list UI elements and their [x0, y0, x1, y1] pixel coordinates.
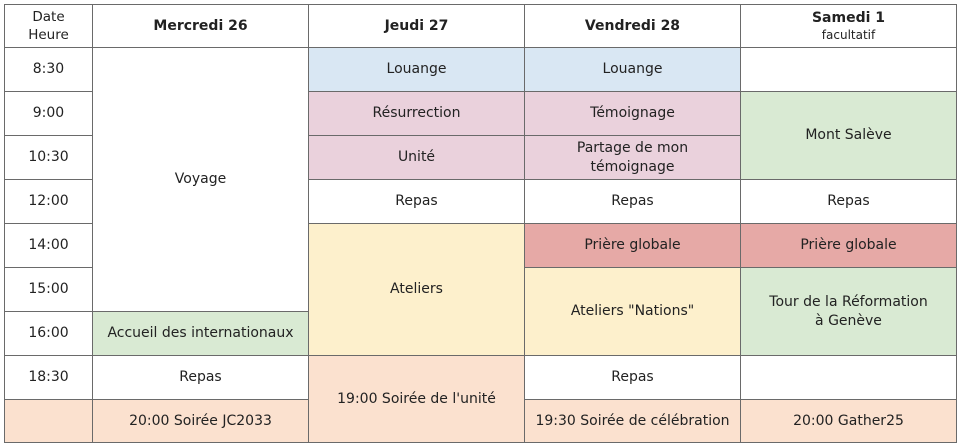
event-thu-unite: Unité: [309, 136, 525, 180]
event-fri-soiree-celebration: 19:30 Soirée de célébration: [525, 400, 741, 443]
event-fri-temoignage: Témoignage: [525, 92, 741, 136]
event-fri-ateliers-nations: Ateliers "Nations": [525, 268, 741, 356]
header-day-saturday: [741, 5, 957, 48]
event-sat-0830: [741, 48, 957, 92]
event-wed-repas: Repas: [93, 356, 309, 400]
event-sat-tour-line1: Tour de la Réformation: [769, 293, 928, 310]
header-day-wednesday: Mercredi 26: [93, 5, 309, 48]
header-time-label: Heure: [28, 27, 69, 43]
header-day-friday: Vendredi 28: [525, 5, 741, 48]
time-cell-0830: 8:30: [5, 48, 93, 92]
header-day-saturday-note: facultatif: [821, 28, 876, 42]
event-sat-1830: [741, 356, 957, 400]
header-date-label: Date: [32, 9, 65, 25]
time-cell-1500: 15:00: [5, 268, 93, 312]
event-sat-mont-saleve: Mont Salève: [741, 92, 957, 180]
event-sat-gather25: 20:00 Gather25: [741, 400, 957, 443]
event-thu-repas: Repas: [309, 180, 525, 224]
time-cell-1200: 12:00: [5, 180, 93, 224]
time-cell-1600: 16:00: [5, 312, 93, 356]
event-wed-accueil-internationaux: Accueil des internationaux: [93, 312, 309, 356]
time-cell-1830: 18:30: [5, 356, 93, 400]
event-wed-voyage: Voyage: [93, 48, 309, 312]
schedule-table: [4, 4, 957, 443]
event-thu-soiree-unite: 19:00 Soirée de l'unité: [309, 356, 525, 443]
event-thu-resurrection: Résurrection: [309, 92, 525, 136]
event-thu-louange: Louange: [309, 48, 525, 92]
event-sat-repas: Repas: [741, 180, 957, 224]
time-cell-evening: [5, 400, 93, 443]
event-fri-louange: Louange: [525, 48, 741, 92]
event-fri-partage-temoignage: [525, 136, 741, 180]
event-fri-repas-soir: Repas: [525, 356, 741, 400]
event-thu-ateliers: Ateliers: [309, 224, 525, 356]
header-day-thursday: Jeudi 27: [309, 5, 525, 48]
time-cell-0900: 9:00: [5, 92, 93, 136]
header-date-time: [5, 5, 93, 48]
event-sat-priere-globale: Prière globale: [741, 224, 957, 268]
event-sat-tour-reformation: [741, 268, 957, 356]
time-cell-1400: 14:00: [5, 224, 93, 268]
event-fri-partage-line2: témoignage: [590, 158, 675, 175]
header-day-saturday-label: Samedi 1: [811, 10, 886, 26]
event-fri-repas-midi: Repas: [525, 180, 741, 224]
time-cell-1030: 10:30: [5, 136, 93, 180]
event-wed-soiree-jc2033: 20:00 Soirée JC2033: [93, 400, 309, 443]
event-fri-priere-globale: Prière globale: [525, 224, 741, 268]
event-fri-partage-line1: Partage de mon: [576, 139, 689, 156]
event-sat-tour-line2: à Genève: [815, 312, 882, 329]
